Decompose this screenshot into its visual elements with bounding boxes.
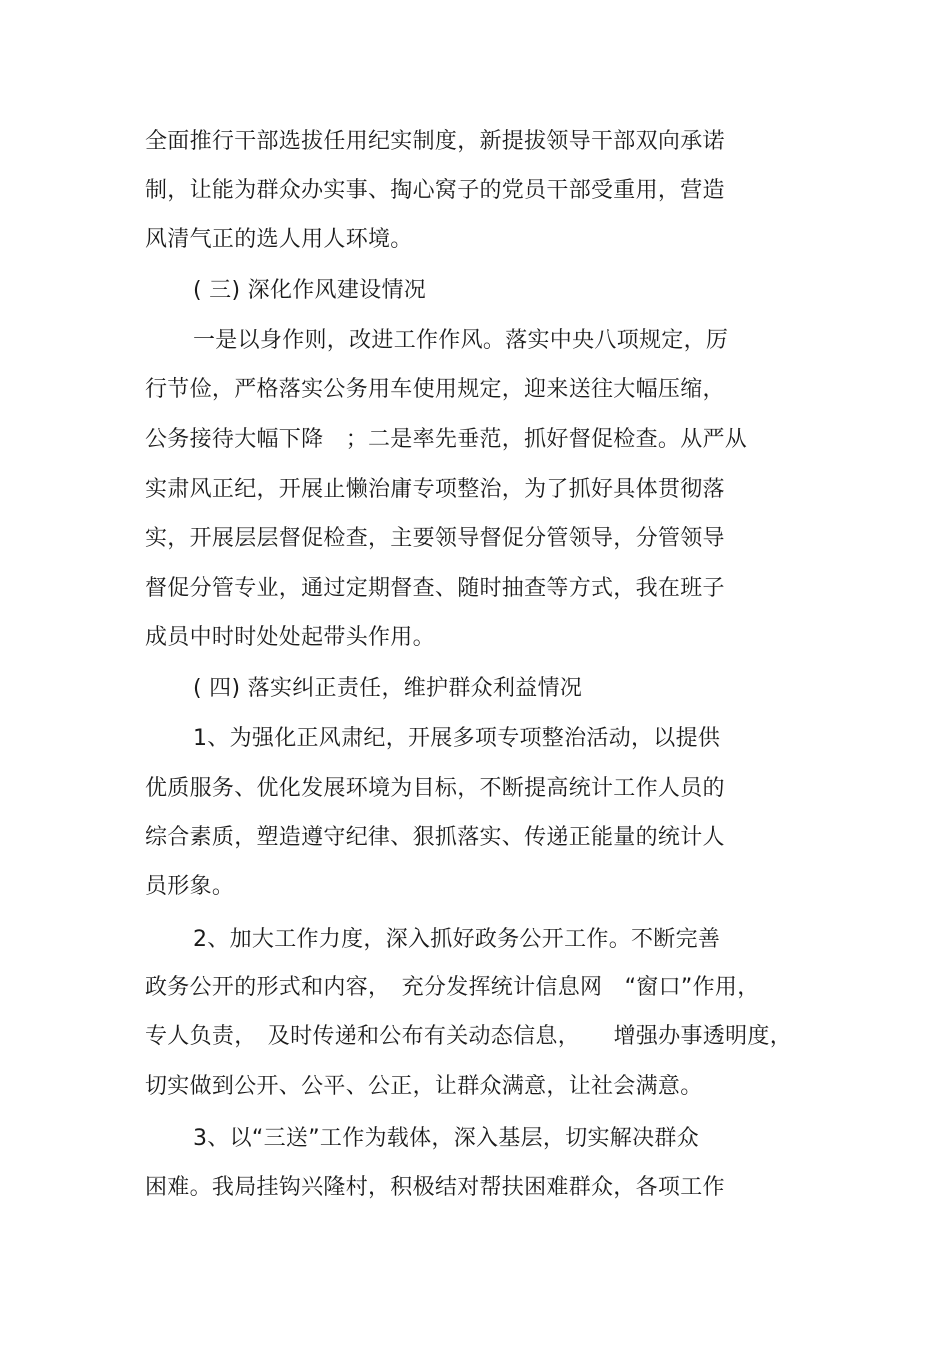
text-line: 困难。我局挂钩兴隆村，积极结对帮扶困难群众，各项工作 — [145, 1175, 725, 1200]
text-line: 一是以身作则，改进工作作风。落实中央八项规定，厉 — [193, 328, 729, 353]
text-line: 风清气正的选人用人环境。 — [145, 227, 413, 252]
text-line: 综合素质，塑造遵守纪律、狠抓落实、传递正能量的统计人 — [145, 825, 725, 850]
text-line: 制，让能为群众办实事、掏心窝子的党员干部受重用，营造 — [145, 178, 725, 203]
text-line: 员形象。 — [145, 874, 235, 899]
section-heading: ( 四) 落实纠正责任，维护群众利益情况 — [193, 676, 583, 701]
text-line: 3、以“三送”工作为载体，深入基层，切实解决群众 — [193, 1126, 699, 1151]
text-line: 2、加大工作力度，深入抓好政务公开工作。不断完善 — [193, 927, 721, 952]
text-line: 行节俭，严格落实公务用车使用规定，迎来送往大幅压缩， — [145, 377, 725, 402]
text-line: 切实做到公开、公平、公正，让群众满意，让社会满意。 — [145, 1074, 703, 1099]
section-heading: ( 三) 深化作风建设情况 — [193, 278, 427, 303]
text-line: 专人负责， 及时传递和公布有关动态信息， 增强办事透明度， — [145, 1024, 793, 1049]
text-line: 公务接待大幅下降 ；二是率先垂范，抓好督促检查。从严从 — [145, 427, 748, 452]
text-line: 1、为强化正风肃纪，开展多项专项整治活动，以提供 — [193, 726, 721, 751]
text-line: 成员中时时处处起带头作用。 — [145, 625, 435, 650]
text-line: 优质服务、优化发展环境为目标，不断提高统计工作人员的 — [145, 776, 725, 801]
text-line: 政务公开的形式和内容， 充分发挥统计信息网 “窗口”作用， — [145, 975, 760, 1000]
text-line: 督促分管专业，通过定期督查、随时抽查等方式，我在班子 — [145, 576, 725, 601]
text-line: 实，开展层层督促检查，主要领导督促分管领导，分管领导 — [145, 526, 725, 551]
text-line: 实肃风正纪，开展止懒治庸专项整治，为了抓好具体贯彻落 — [145, 477, 725, 502]
text-line: 全面推行干部选拔任用纪实制度，新提拔领导干部双向承诺 — [145, 129, 725, 154]
